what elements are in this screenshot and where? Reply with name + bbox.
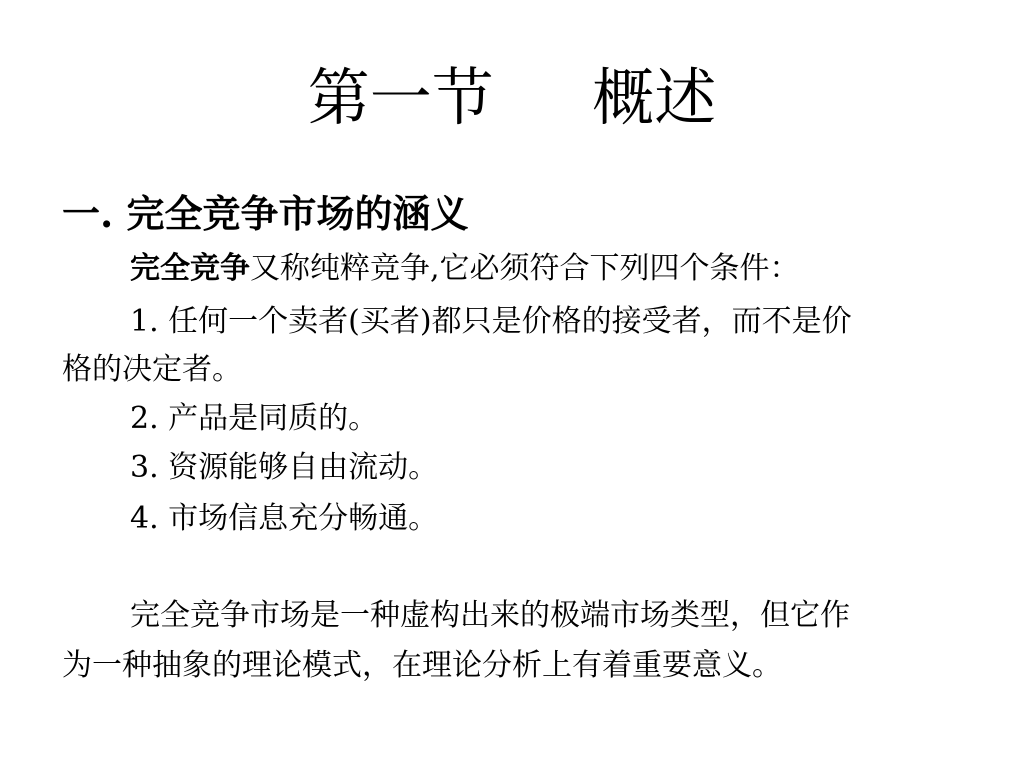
definition-term: 完全竞争 xyxy=(130,251,250,286)
condition-3: 3. 资源能够自由流动。 xyxy=(130,450,439,485)
condition-2: 2. 产品是同质的。 xyxy=(130,401,379,436)
summary-line-2: 为一种抽象的理论模式，在理论分析上有着重要意义。 xyxy=(62,648,782,683)
condition-4: 4. 市场信息充分畅通。 xyxy=(130,501,439,536)
definition-line xyxy=(130,247,800,291)
summary-line-1: 完全竞争市场是一种虚构出来的极端市场类型，但它作 xyxy=(130,598,850,633)
condition-1-line-2: 格的决定者。 xyxy=(62,352,242,387)
section-heading: 一. 完全竞争市场的涵义 xyxy=(62,191,469,236)
definition-text: 又称纯粹竞争,它必须符合下列四个条件： xyxy=(250,251,800,286)
slide-title: 第一节 概述 xyxy=(307,61,717,134)
condition-1-line-1: 1. 任何一个卖者(买者)都只是价格的接受者，而不是价 xyxy=(130,304,852,339)
